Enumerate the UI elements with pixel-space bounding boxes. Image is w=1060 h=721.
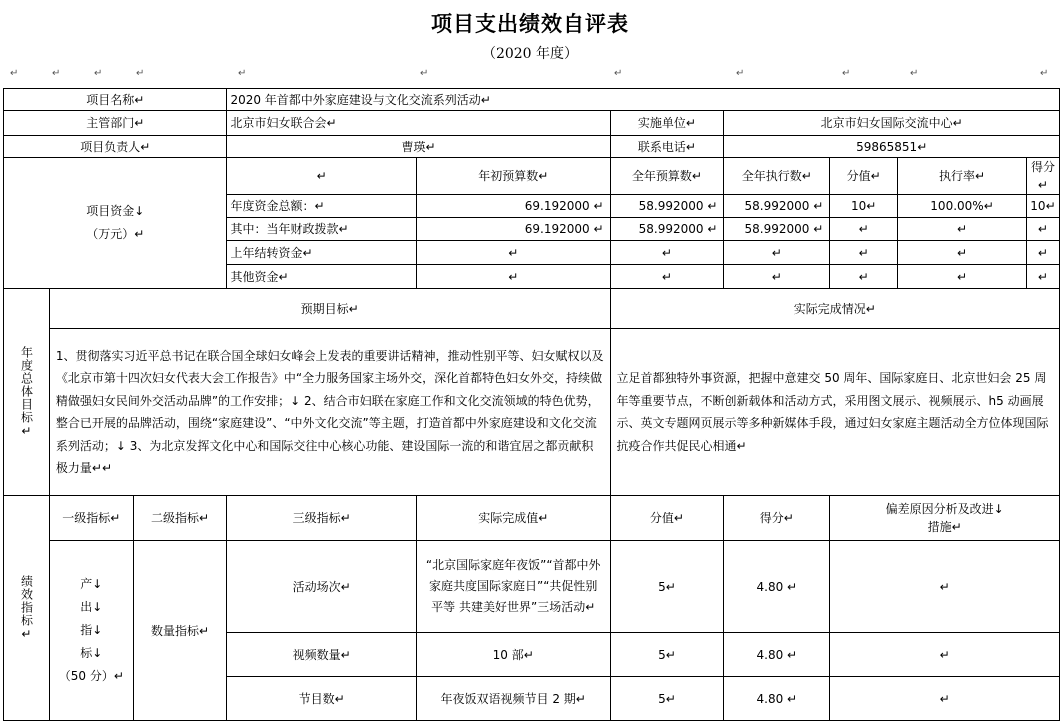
funds-unit-line: （万元）↵ bbox=[86, 227, 145, 241]
funds-cell: ↵ bbox=[1026, 218, 1059, 241]
funds-cell: ↵ bbox=[1026, 241, 1059, 265]
perf-header-cell: 得分↵ bbox=[724, 496, 830, 541]
funds-cell: ↵ bbox=[830, 241, 898, 265]
project-name-value: 2020 年首都中外家庭建设与文化交流系列活动↵ bbox=[227, 89, 1060, 111]
impl-value: 北京市妇女国际交流中心↵ bbox=[724, 111, 1060, 136]
deviation-header bbox=[830, 496, 1060, 541]
paragraph-mark: ↵ bbox=[1040, 68, 1049, 79]
performance-header-row bbox=[4, 496, 1060, 541]
funds-cell: ↵ bbox=[830, 265, 898, 289]
funds-cell: ↵ bbox=[898, 265, 1027, 289]
paragraph-mark: ↵ bbox=[238, 68, 247, 79]
phone-label: 联系电话↵ bbox=[610, 136, 724, 158]
funds-cell: 69.192000 ↵ bbox=[416, 218, 610, 241]
level1-char: 指↓ bbox=[80, 623, 103, 637]
actual-value: 年夜饭双语视频节目 2 期↵ bbox=[416, 677, 610, 721]
level1-char: 出↓ bbox=[80, 600, 103, 614]
funds-cell: 69.192000 ↵ bbox=[416, 195, 610, 218]
funds-cell: 58.992000 ↵ bbox=[724, 195, 830, 218]
dept-value: 北京市妇女联合会↵ bbox=[227, 111, 610, 136]
funds-cell: 10↵ bbox=[1026, 195, 1059, 218]
perf-header-cell: 一级指标↵ bbox=[49, 496, 133, 541]
funds-row-label: 其中：当年财政拨款↵ bbox=[227, 218, 416, 241]
funds-cell: 58.992000 ↵ bbox=[610, 195, 724, 218]
funds-cell: 10↵ bbox=[830, 195, 898, 218]
page-title: 项目支出绩效自评表 bbox=[431, 11, 629, 36]
goals-content-row bbox=[4, 329, 1060, 496]
funds-cell: 100.00%↵ bbox=[898, 195, 1027, 218]
funds-header-cell: ↵ bbox=[227, 158, 416, 195]
funds-label-line: 项目资金↓ bbox=[86, 204, 145, 218]
score-value: 5↵ bbox=[610, 677, 724, 721]
impl-label: 实施单位↵ bbox=[610, 111, 724, 136]
score: 4.80 ↵ bbox=[724, 677, 830, 721]
actual-completion-header: 实际完成情况↵ bbox=[610, 289, 1059, 329]
phone-value: 59865851↵ bbox=[724, 136, 1060, 158]
owner-row bbox=[4, 136, 1060, 158]
level1-indicator bbox=[49, 541, 133, 721]
funds-cell: ↵ bbox=[610, 265, 724, 289]
funds-cell: ↵ bbox=[416, 241, 610, 265]
perf-header-cell: 三级指标↵ bbox=[227, 496, 416, 541]
funds-header-row bbox=[4, 158, 1060, 195]
funds-header-cell: 年初预算数↵ bbox=[416, 158, 610, 195]
self-evaluation-table bbox=[3, 88, 1060, 721]
funds-label bbox=[4, 158, 227, 289]
funds-header-cell: 全年预算数↵ bbox=[610, 158, 724, 195]
funds-cell: ↵ bbox=[724, 265, 830, 289]
expected-goal-text: 1、贯彻落实习近平总书记在联合国全球妇女峰会上发表的重要讲话精神，推动性别平等、妇女赋权以及《北京市第十四次妇女代表大会工作报告》中“全力服务国家主场外交，深化首都特色妇女外交，持续做精做强妇女民间外交活动品牌”的工作安排；↓ 2、结合市妇联在家庭工作和文化交流领域的特色优势，整合已开展的品牌活动，围绕“家庭建设”、“中外文化交流”等主题，打造首都中外家庭建设和文化交流系列活动；↓ 3、为北京发挥文化中心和国际交往中心核心功能、建设国际一流的和谐宜居之都贡献积极力量↵↵ bbox=[49, 329, 610, 496]
level3-indicator: 节目数↵ bbox=[227, 677, 416, 721]
funds-header-cell: 分值↵ bbox=[830, 158, 898, 195]
funds-row-label: 上年结转资金↵ bbox=[227, 241, 416, 265]
paragraph-mark: ↵ bbox=[136, 68, 145, 79]
owner-value: 曹瑛↵ bbox=[227, 136, 610, 158]
actual-completion-text: 立足首都独特外事资源，把握中意建交 50 周年、国际家庭日、北京世妇会 25 周年等重要节点，不断创新载体和活动方式，采用图文展示、视频展示、h5 动画展示、英文专题网页展示等多种新媒体手段，通过妇女家庭主题活动全方位体现国际抗疫合作共促民心相通↵ bbox=[610, 329, 1059, 496]
deviation-header-line: 措施↵ bbox=[927, 520, 962, 534]
funds-cell: ↵ bbox=[898, 218, 1027, 241]
deviation-cell: ↵ bbox=[830, 541, 1060, 633]
funds-cell: ↵ bbox=[416, 265, 610, 289]
performance-indicator-label: 绩效指标↵ bbox=[4, 496, 50, 721]
funds-header-cell: 得分↵ bbox=[1026, 158, 1059, 195]
paragraph-mark: ↵ bbox=[736, 68, 745, 79]
level1-points: （50 分）↵ bbox=[58, 669, 124, 683]
paragraph-mark: ↵ bbox=[420, 68, 429, 79]
score: 4.80 ↵ bbox=[724, 541, 830, 633]
level3-indicator: 视频数量↵ bbox=[227, 633, 416, 677]
paragraph-mark: ↵ bbox=[10, 68, 19, 79]
funds-row-label: 其他资金↵ bbox=[227, 265, 416, 289]
level1-char: 标↓ bbox=[80, 646, 103, 660]
score-value: 5↵ bbox=[610, 541, 724, 633]
actual-value: 10 部↵ bbox=[416, 633, 610, 677]
deviation-header-line: 偏差原因分析及改进↓ bbox=[885, 502, 1004, 516]
dept-label: 主管部门↵ bbox=[4, 111, 227, 136]
funds-cell: 58.992000 ↵ bbox=[724, 218, 830, 241]
funds-cell: ↵ bbox=[898, 241, 1027, 265]
level2-indicator: 数量指标↵ bbox=[133, 541, 227, 721]
page-subtitle: （2020 年度） bbox=[481, 46, 579, 62]
paragraph-mark: ↵ bbox=[52, 68, 61, 79]
paragraph-mark: ↵ bbox=[614, 68, 623, 79]
funds-row-label: 年度资金总额：↵ bbox=[227, 195, 416, 218]
department-row bbox=[4, 111, 1060, 136]
funds-cell: ↵ bbox=[1026, 265, 1059, 289]
funds-cell: 58.992000 ↵ bbox=[610, 218, 724, 241]
paragraph-mark: ↵ bbox=[94, 68, 103, 79]
performance-row bbox=[4, 541, 1060, 633]
paragraph-marks-row bbox=[0, 68, 1060, 82]
project-name-row bbox=[4, 89, 1060, 111]
score: 4.80 ↵ bbox=[724, 633, 830, 677]
deviation-cell: ↵ bbox=[830, 677, 1060, 721]
level1-char: 产↓ bbox=[80, 577, 103, 591]
perf-header-cell: 分值↵ bbox=[610, 496, 724, 541]
score-value: 5↵ bbox=[610, 633, 724, 677]
paragraph-mark: ↵ bbox=[842, 68, 851, 79]
deviation-cell: ↵ bbox=[830, 633, 1060, 677]
perf-header-cell: 实际完成值↵ bbox=[416, 496, 610, 541]
goals-header-row bbox=[4, 289, 1060, 329]
funds-header-cell: 全年执行数↵ bbox=[724, 158, 830, 195]
level3-indicator: 活动场次↵ bbox=[227, 541, 416, 633]
annual-goal-label: 年度总体目标↵ bbox=[4, 289, 50, 496]
owner-label: 项目负责人↵ bbox=[4, 136, 227, 158]
project-name-label: 项目名称↵ bbox=[4, 89, 227, 111]
expected-goal-header: 预期目标↵ bbox=[49, 289, 610, 329]
funds-cell: ↵ bbox=[830, 218, 898, 241]
actual-value: “北京国际家庭年夜饭”“首都中外家庭共度国际家庭日”“共促性别平等 共建美好世界”三场活动↵ bbox=[416, 541, 610, 633]
funds-cell: ↵ bbox=[610, 241, 724, 265]
funds-cell: ↵ bbox=[724, 241, 830, 265]
funds-header-cell: 执行率↵ bbox=[898, 158, 1027, 195]
paragraph-mark: ↵ bbox=[910, 68, 919, 79]
perf-header-cell: 二级指标↵ bbox=[133, 496, 227, 541]
